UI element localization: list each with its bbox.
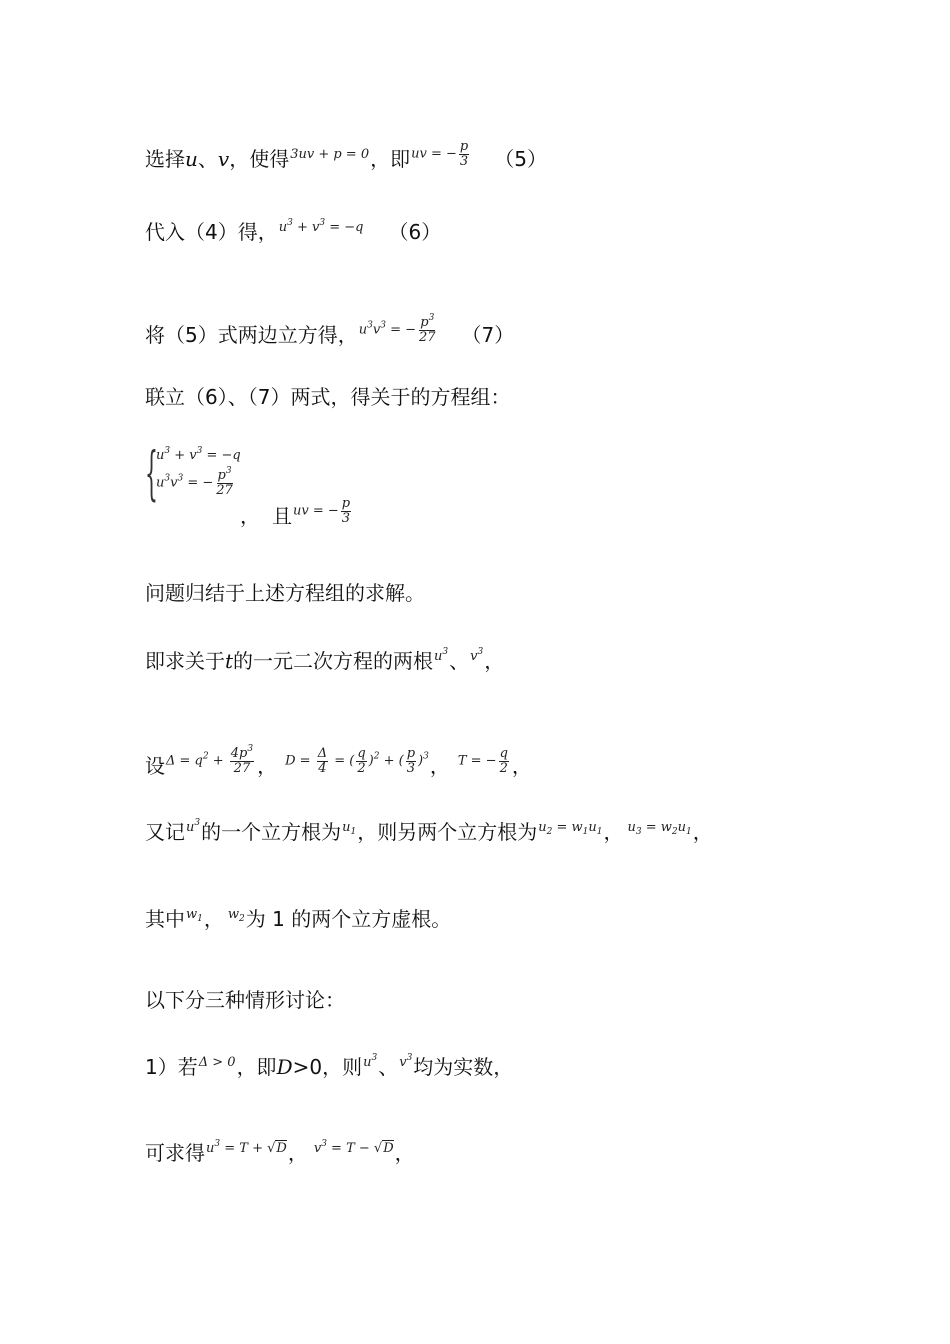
line-three-cases (145, 990, 345, 1010)
text: 选择 (145, 146, 185, 171)
line-solve-u3-v3 (145, 1139, 415, 1165)
v-cubed: $v^3$ (470, 647, 484, 664)
fraction (230, 744, 254, 776)
denominator: 27 (216, 482, 233, 498)
denominator: 3 (341, 511, 351, 526)
fraction (418, 313, 437, 345)
numerator: Δ (317, 746, 328, 761)
equation-v3-t-minus-sqrt-d: $v^3 = T - √D$ (313, 1139, 394, 1156)
text: ， (394, 1141, 415, 1165)
text: 、 (449, 649, 470, 673)
numerator: p (341, 496, 351, 512)
line-choose-u-v (145, 139, 547, 176)
text: 即求关于 (145, 649, 225, 673)
text: ， (484, 649, 505, 673)
fraction (499, 747, 509, 775)
var-t: t (225, 649, 234, 673)
var-u: u (185, 146, 198, 171)
equation-d: D = $\frac{\Delta}{4}$ = ( $\frac{q}{2}$ )$^2$ + ( $\frac{p}{3}$ )$^3$ (285, 746, 429, 776)
w-1: $w_1$ (186, 907, 203, 924)
v-cubed: $v^3$ (399, 1053, 413, 1070)
equation-label: （7） (461, 322, 515, 347)
denominator: 2 (499, 760, 508, 776)
equation-t: T = − $\frac{q}{2}$ (457, 746, 508, 776)
u-1: $u_1$ (342, 820, 357, 837)
line-imaginary-roots (145, 909, 451, 929)
text: 的一个立方根为 (201, 820, 342, 844)
denominator: 27 (233, 760, 251, 776)
text: 可求得 (145, 1141, 205, 1165)
fraction (406, 747, 416, 775)
brace: { (145, 439, 158, 507)
u-cubed: $u^3$ (434, 647, 449, 664)
equation-system (145, 439, 242, 507)
var-v: v (217, 146, 230, 171)
equation-uv-neg-p-over-3: uv = − $\frac{p}{3}$ (293, 496, 351, 526)
numerator: p (406, 746, 416, 761)
text: 代入（4）得， (145, 220, 278, 244)
line-define-delta-d-t (145, 744, 532, 783)
text: 又记 (145, 820, 185, 844)
text: ， (240, 504, 260, 528)
text: ，则另两个立方根为 (357, 820, 538, 844)
system-condition (240, 496, 354, 534)
text: 将（5）式两边立方得， (145, 322, 358, 347)
line-case-1 (145, 1053, 514, 1079)
fraction (215, 466, 234, 498)
numerator: q (499, 746, 508, 761)
equation-uv-neg-p-over-3 (411, 140, 471, 168)
text: ， (257, 753, 278, 778)
numerator: q (357, 746, 366, 761)
text: ， (692, 820, 713, 844)
text: >0，则 (292, 1055, 363, 1079)
var-d: D (276, 1055, 293, 1079)
line-system-intro (145, 387, 510, 407)
fraction (459, 140, 469, 168)
equation-u3v3: $u^3v^3$ = − $\frac{p^3}{27}$ (358, 313, 436, 345)
text: ，即 (370, 146, 411, 171)
text: ， (429, 753, 450, 778)
u-cubed: $u^3$ (186, 818, 201, 835)
text: 且 (272, 504, 292, 528)
fraction (341, 497, 351, 525)
line-quadratic-roots (145, 647, 505, 673)
text: ，使得 (229, 146, 290, 171)
text: ， (287, 1141, 308, 1165)
line-cube-roots (145, 818, 713, 844)
fraction (317, 747, 328, 775)
text: ， (203, 907, 224, 931)
numerator: p (459, 139, 469, 154)
system-eq-2: $u^3v^3$ = − $\frac{p^3}{27}$ (156, 466, 233, 498)
line-reduce-to-system (145, 583, 425, 603)
line-cube-both-sides (145, 313, 515, 352)
text: ， (511, 753, 532, 778)
equation-u3-t-plus-sqrt-d: $u^3 = T + √D$ (206, 1139, 287, 1156)
denominator: 3 (406, 760, 415, 776)
text: 为 1 的两个立方虚根。 (245, 907, 452, 931)
denominator: 3 (459, 153, 469, 169)
equation-label: （5） (494, 146, 547, 171)
text: ，即 (236, 1055, 277, 1079)
numerator: $4p^3$ (230, 744, 254, 761)
equation-3uv-p-0: 3uv + p = 0 (290, 146, 370, 162)
system-eq-1: $u^3 + v^3 = -q$ (156, 446, 241, 463)
text: 1）若 (145, 1055, 198, 1079)
text: 、 (197, 146, 218, 171)
numerator: $p^3$ (217, 466, 232, 483)
text: 以下分三种情形讨论： (145, 988, 345, 1012)
fraction (356, 747, 366, 775)
text: 均为实数， (413, 1055, 514, 1079)
text: 的一元二次方程的两根 (233, 649, 434, 673)
equation-u3-plus-v3: $u^3 + v^3 = -q$ (278, 218, 364, 235)
denominator: 4 (318, 760, 327, 776)
u-cubed: $u^3$ (363, 1053, 378, 1070)
system-rows (155, 448, 242, 497)
text: 问题归结于上述方程组的求解。 (145, 581, 425, 605)
denominator: 2 (357, 760, 366, 776)
denominator: 27 (419, 329, 436, 345)
w-2: $w_2$ (227, 907, 245, 924)
text: 、 (378, 1055, 399, 1079)
line-substitute-4 (145, 218, 442, 244)
text: 其中 (145, 907, 185, 931)
eq-lhs: uv = − (411, 146, 457, 162)
equation-label: （6） (388, 220, 442, 244)
equation-u3: $u_3 = w_2u_1$ (627, 820, 692, 837)
text: 联立（6）、（7）两式，得关于的方程组： (145, 385, 511, 409)
equation-delta: $\Delta = q^2$ + $\frac{4p^3}{27}$ (166, 744, 254, 776)
equation-u2: $u_2 = w_1u_1$ (538, 820, 603, 837)
numerator: $p^3$ (420, 313, 435, 330)
text: 设 (145, 753, 165, 778)
text: ， (603, 820, 624, 844)
delta-gt-0: Δ > 0 (198, 1055, 236, 1070)
